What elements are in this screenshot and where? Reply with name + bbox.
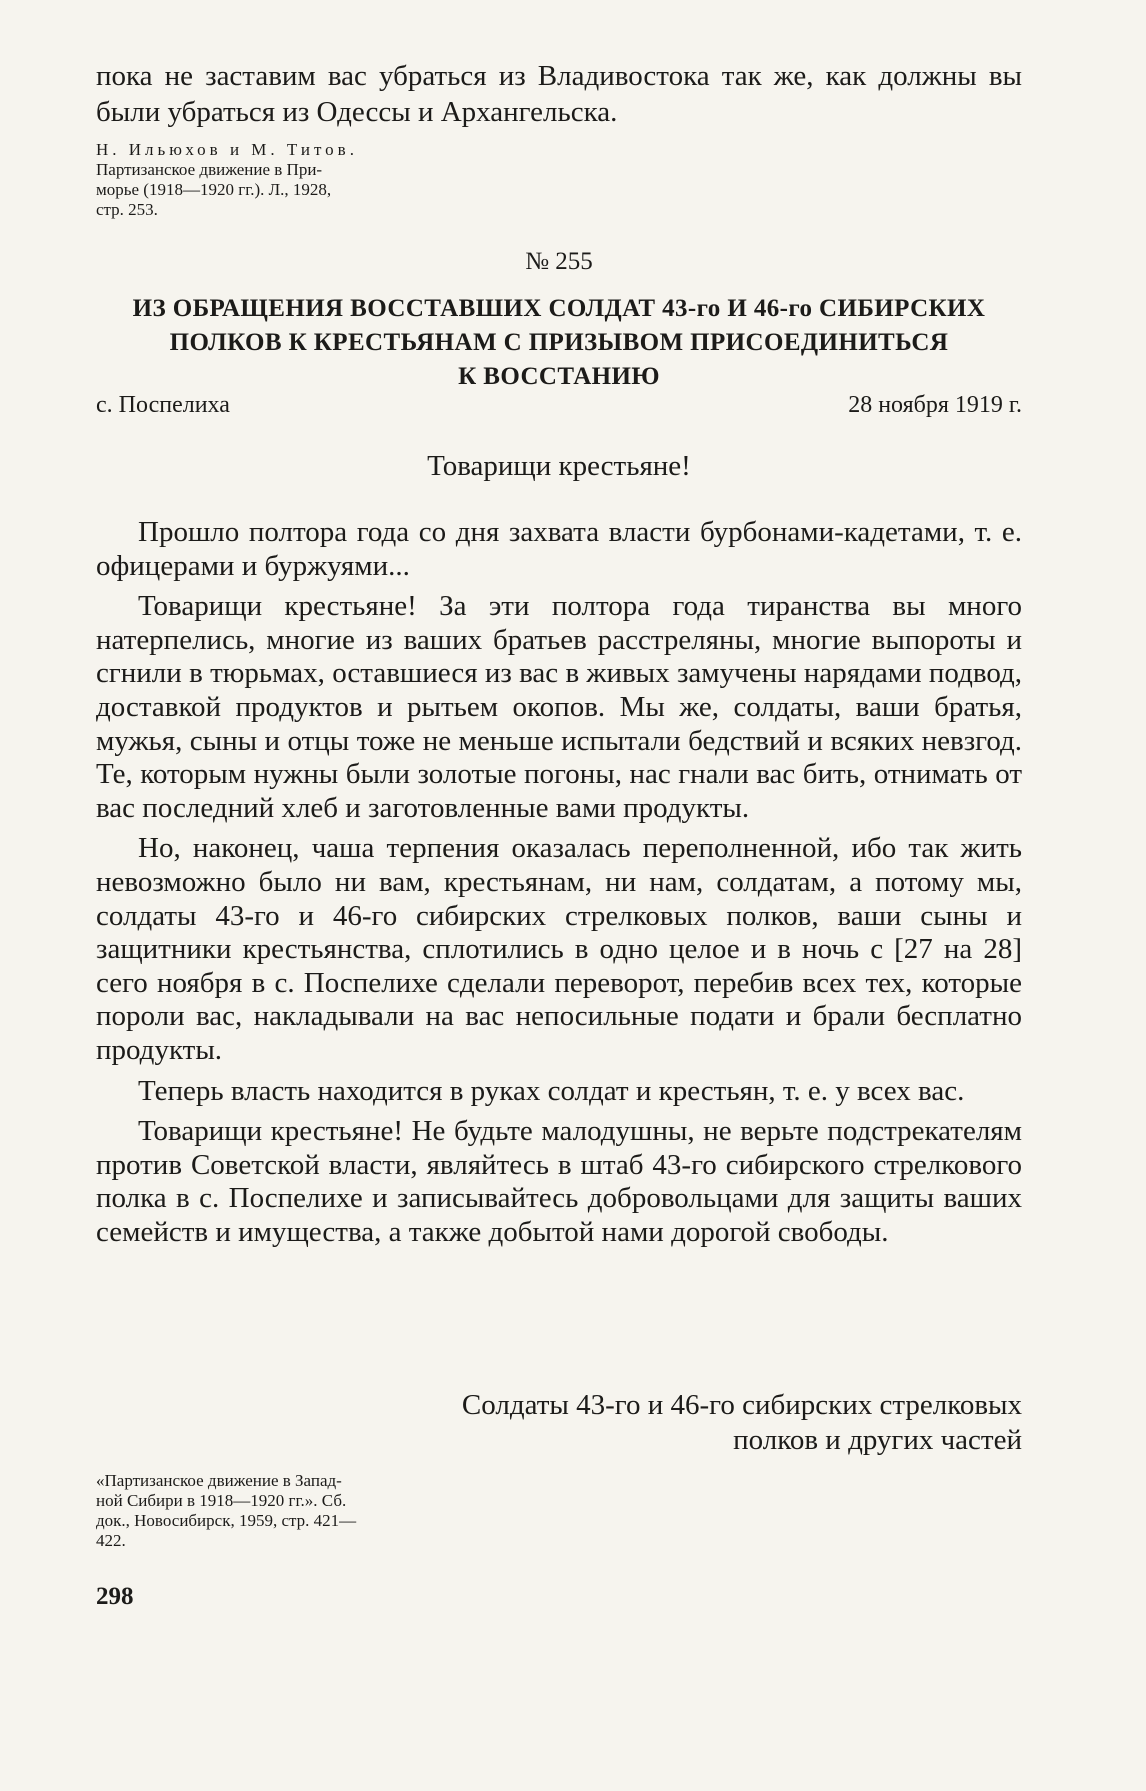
- document-number: № 255: [525, 248, 593, 275]
- citation-line: 422.: [96, 1531, 126, 1550]
- body-paragraph: Но, наконец, чаша терпения оказалась переполненной, ибо так жить невозможно было ни вам, крестьянам, ни нам, солдатам, а потому мы, солдаты 43-го и 46-го сибирских стрелковых полков, ваши сыны и защитники крестьянства, сплотились в одно целое и в ночь с [27 на 28] сего ноября в с. Поспелихе сделали переворот, перебив всех тех, которые пороли вас, накладывали на вас непосильные подати и брали бесплатно продукты.: [96, 832, 1022, 1066]
- page-number: 298: [96, 1583, 134, 1610]
- signature-block: [96, 1388, 1022, 1458]
- citation-line: док., Новосибирск, 1959, стр. 421—: [96, 1511, 357, 1530]
- title-line: ИЗ ОБРАЩЕНИЯ ВОССТАВШИХ СОЛДАТ 43-го И 46-го СИБИРСКИХ: [132, 295, 986, 322]
- title-line: ПОЛКОВ К КРЕСТЬЯНАМ С ПРИЗЫВОМ ПРИСОЕДИНИТЬСЯ: [169, 329, 949, 356]
- source-reference: [96, 140, 416, 220]
- signature-line: полков и других частей: [733, 1424, 1022, 1456]
- body-paragraph: Прошло полтора года со дня захвата власти бурбонами-кадетами, т. е. офицерами и буржуями...: [96, 516, 1022, 582]
- source-line: Партизанское движение в При-: [96, 160, 323, 179]
- document-title: [96, 292, 1022, 394]
- citation-reference: [96, 1471, 486, 1551]
- document-place: с. Поспелиха: [96, 392, 230, 418]
- source-line: стр. 253.: [96, 200, 158, 219]
- source-line: морье (1918—1920 гг.). Л., 1928,: [96, 180, 332, 199]
- body-paragraph: Товарищи крестьяне! За эти полтора года тиранства вы много натерпелись, многие из ваших братьев расстреляны, многие выпороты и сгнили в тюрьмах, оставшиеся из вас в живых замучены нарядами подвод, доставкой продуктов и рытьем окопов. Мы же, солдаты, ваши братья, мужья, сыны и отцы тоже не меньше испытали бедствий и всяких невзгод. Те, которым нужны были золотые погоны, нас гнали вас бить, отнимать от вас последний хлеб и заготовленные вами продукты.: [96, 590, 1022, 824]
- signature-line: Солдаты 43-го и 46-го сибирских стрелковых: [461, 1389, 1022, 1421]
- document-date: 28 ноября 1919 г.: [848, 392, 1022, 418]
- body-paragraph: Теперь власть находится в руках солдат и крестьян, т. е. у всех вас.: [138, 1074, 965, 1107]
- body-paragraph: Товарищи крестьяне! Не будьте малодушны, не верьте подстрекателям против Советской власти, являйтесь в штаб 43-го сибирского стрелкового полка в с. Поспелихе и записывайтесь добровольцами для защиты ваших семейств и имущества, а также добытой нами дорогой свободы.: [96, 1115, 1022, 1248]
- intro-text: пока не заставим вас убраться из Владивостока так же, как должны вы были убраться из Одессы и Архангельска.: [96, 60, 1022, 128]
- intro-paragraph: [96, 58, 1022, 130]
- salutation: Товарищи крестьяне!: [427, 450, 691, 482]
- place-date-row: [96, 392, 1022, 419]
- title-line: К ВОССТАНИЮ: [458, 363, 660, 390]
- citation-line: «Партизанское движение в Запад-: [96, 1471, 342, 1490]
- source-authors: Н. Ильюхов и М. Титов.: [96, 140, 358, 159]
- document-body: [96, 516, 1022, 1256]
- citation-line: ной Сибири в 1918—1920 гг.». Сб.: [96, 1491, 347, 1510]
